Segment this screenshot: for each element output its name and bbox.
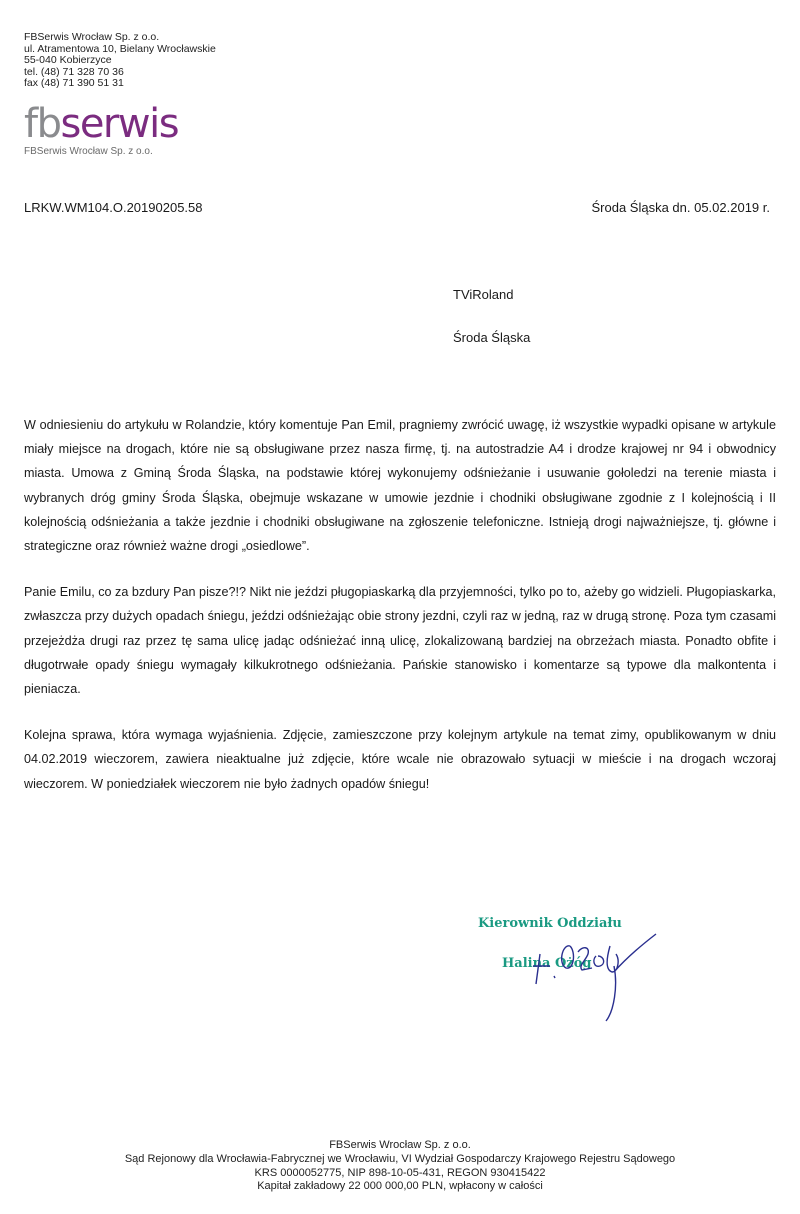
- sender-name: FBSerwis Wrocław Sp. z o.o.: [24, 31, 160, 43]
- sender-fax: fax (48) 71 390 51 31: [24, 77, 124, 90]
- sender-phone: tel. (48) 71 328 70 36: [24, 65, 124, 78]
- logo-serwis: serwis: [60, 101, 179, 147]
- paragraph-1: W odniesieniu do artykułu w Rolandzie, który komentuje Pan Emil, pragniemy zwrócić uwagę, iż wszystkie wypadki opisane w artykule miały miejsce na drogach, które nie są obsługiwane przez nasza firmę, tj. na autostradzie A4 i drodze krajowej nr 94 i obwodnicy miasta. Umowa z Gminą Środa Śląska, na podstawie której wykonujemy odśnieżanie i usuwanie gołoledzi na terenie miasta i wybranych dróg gminy Środa Śląska, obejmuje wskazane w umowie jezdnie i chodniki obsługiwane zgodnie z I kolejnością i II kolejnością odśnieżania a także jezdnie i chodniki obsługiwane na zgłoszenie telefoniczne. Istnieją drogi najważniejsze, tj. główne i strategiczne oraz również ważne drogi „osiedlowe”.: [24, 418, 776, 554]
- handwritten-signature-icon: [478, 916, 678, 1026]
- signature-stamp-name: Halina Ożóg: [502, 956, 592, 971]
- footer-registration: KRS 0000052775, NIP 898-10-05-431, REGON 930415422: [254, 1166, 546, 1179]
- recipient-city: Środa Śląska: [453, 330, 531, 345]
- recipient: [453, 287, 530, 345]
- paragraph-2: Panie Emilu, co za bzdury Pan pisze?!? Nikt nie jeździ pługopiaskarką dla przyjemności, tylko po to, ażeby go widzieli. Pługopiaskarka, zwłaszcza przy dużych opadach śniegu, jeździ odśnieżając obie strony jezdni, czyli raz w jedną, raz w drugą stronę. Poza tym czasami przejeżdża drugi raz przez tę sama ulicę jadąc odśnieżać inną ulicę, zlokalizowaną bardziej na obrzeżach miasta. Ponadto obfite i długotrwałe opady śniegu wymagały kilkukrotnego odśnieżania. Pańskie stanowisko i komentarze są typowe dla malkontenta i pieniacza.: [24, 585, 776, 697]
- recipient-name: TViRoland: [453, 287, 514, 302]
- footer-company: FBSerwis Wrocław Sp. z o.o.: [329, 1139, 471, 1151]
- company-logo: [24, 101, 179, 157]
- letter-body: [24, 413, 776, 818]
- signature-block: [478, 916, 678, 1026]
- sender-street: ul. Atramentowa 10, Bielany Wrocławskie: [24, 42, 216, 55]
- footer-capital: Kapitał zakładowy 22 000 000,00 PLN, wpłacony w całości: [257, 1180, 543, 1193]
- reference-number: LRKW.WM104.O.20190205.58: [24, 200, 203, 215]
- paragraph-3: Kolejna sprawa, która wymaga wyjaśnienia. Zdjęcie, zamieszczone przy kolejnym artykule na temat zimy, opublikowanym w dniu 04.02.2019 wieczorem, zawiera nieaktualne już zdjęcie, które wcale nie obrazowało sytuacji w mieście i na drogach wczoraj wieczorem. W poniedziałek wieczorem nie było żadnych opadów śniegu!: [24, 728, 776, 791]
- logo-subtitle: FBSerwis Wrocław Sp. z o.o.: [24, 146, 153, 157]
- date-line: Środa Śląska dn. 05.02.2019 r.: [591, 200, 770, 215]
- sender-city: 55-040 Kobierzyce: [24, 54, 112, 67]
- footer-court: Sąd Rejonowy dla Wrocławia-Fabrycznej we Wrocławiu, VI Wydział Gospodarczy Krajowego Rejestru Sądowego: [124, 1152, 676, 1165]
- footer: [0, 1139, 800, 1194]
- sender-address: [24, 32, 216, 90]
- logo-wordmark: [24, 101, 179, 147]
- signature-stamp-title: Kierownik Oddziału: [478, 916, 622, 931]
- logo-fb: fb: [24, 101, 61, 147]
